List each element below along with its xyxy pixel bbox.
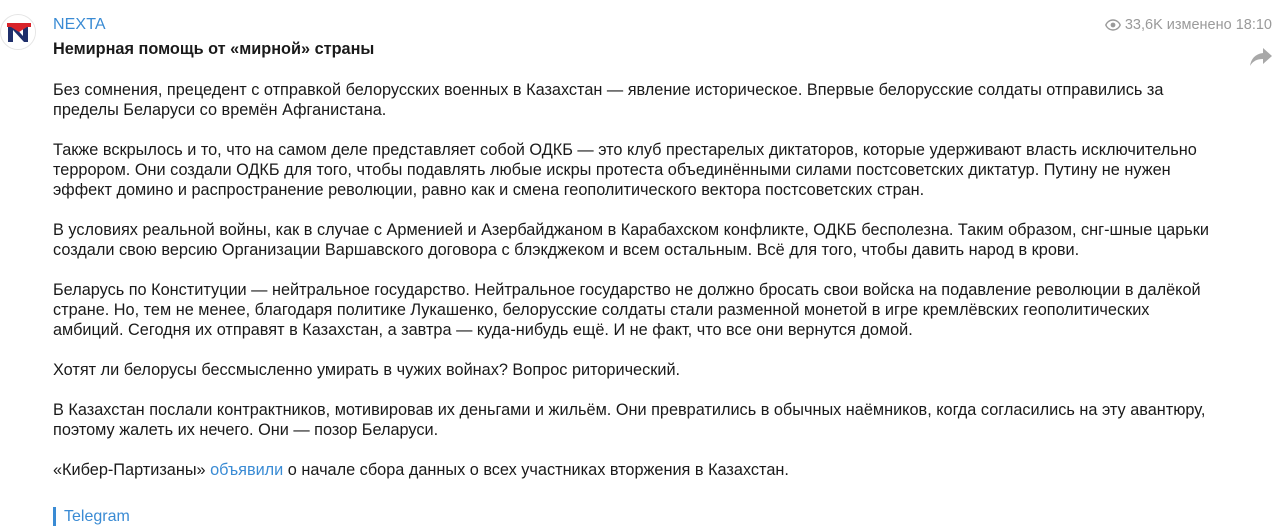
announced-link[interactable]: объявили <box>210 461 284 479</box>
post-paragraph: В Казахстан послали контрактников, мотивировав их деньгами и жильём. Они превратились в обычных наёмников, когда согласились на эту авантюру, поэтому жалеть их нечего. Они — позор Беларуси. <box>53 401 1206 439</box>
nexta-logo-icon <box>1 15 36 50</box>
views-counter <box>1105 17 1163 33</box>
post-paragraph: Также вскрылось и то, что на самом деле представляет собой ОДКБ — это клуб престарелых диктаторов, которые удерживают власть исключительно террором. Они создали ОДКБ для того, чтобы подавлять любые искры протеста объединёнными силами постсоветских диктатур. Путину не нужен эффект домино и распространение революции, равно как и смена геополитического вектора постсоветских стран. <box>53 141 1197 199</box>
message-header <box>53 16 106 36</box>
post-paragraph: Хотят ли белорусы бессмысленно умирать в чужих войнах? Вопрос риторический. <box>53 361 681 379</box>
channel-name[interactable]: NEXTA <box>53 16 106 33</box>
source-preview-link[interactable]: Telegram <box>53 507 130 526</box>
channel-avatar[interactable] <box>0 14 36 50</box>
last-line-after: о начале сбора данных о всех участниках вторжения в Казахстан. <box>283 461 789 479</box>
share-button[interactable] <box>1248 46 1274 68</box>
share-arrow-icon <box>1248 46 1274 68</box>
post-title: Немирная помощь от «мирной» страны <box>53 40 375 58</box>
eye-icon <box>1105 19 1121 31</box>
views-count: 33,6K <box>1124 17 1163 33</box>
message-meta <box>1105 17 1272 33</box>
post-paragraph: Беларусь по Конституции — нейтральное государство. Нейтральное государство не должно бросать свои войска на подавление революции в далёкой стране. Но, тем не менее, благодаря политике Лукашенко, белорусские солдаты стали разменной монетой в игре кремлёвских геополитических амбиций. Сегодня их отправят в Казахстан, а завтра — куда-нибудь ещё. И не факт, что все они вернутся домой. <box>53 281 1201 339</box>
edited-timestamp: изменено 18:10 <box>1166 17 1272 33</box>
post-paragraph: Без сомнения, прецедент с отправкой белорусских военных в Казахстан — явление историческое. Впервые белорусские солдаты отправились за пределы Беларуси со времён Афганистана. <box>53 81 1164 119</box>
post-paragraph: В условиях реальной войны, как в случае с Арменией и Азербайджаном в Карабахском конфликте, ОДКБ бесполезна. Таким образом, снг-шные царьки создали свою версию Организации Варшавского договора с блэкджеком и всем остальным. Всё для того, чтобы давить народ в крови. <box>53 221 1209 259</box>
post-last-paragraph <box>53 460 1223 480</box>
message-body <box>53 38 1223 500</box>
last-line-before: «Кибер-Партизаны» <box>53 461 211 479</box>
